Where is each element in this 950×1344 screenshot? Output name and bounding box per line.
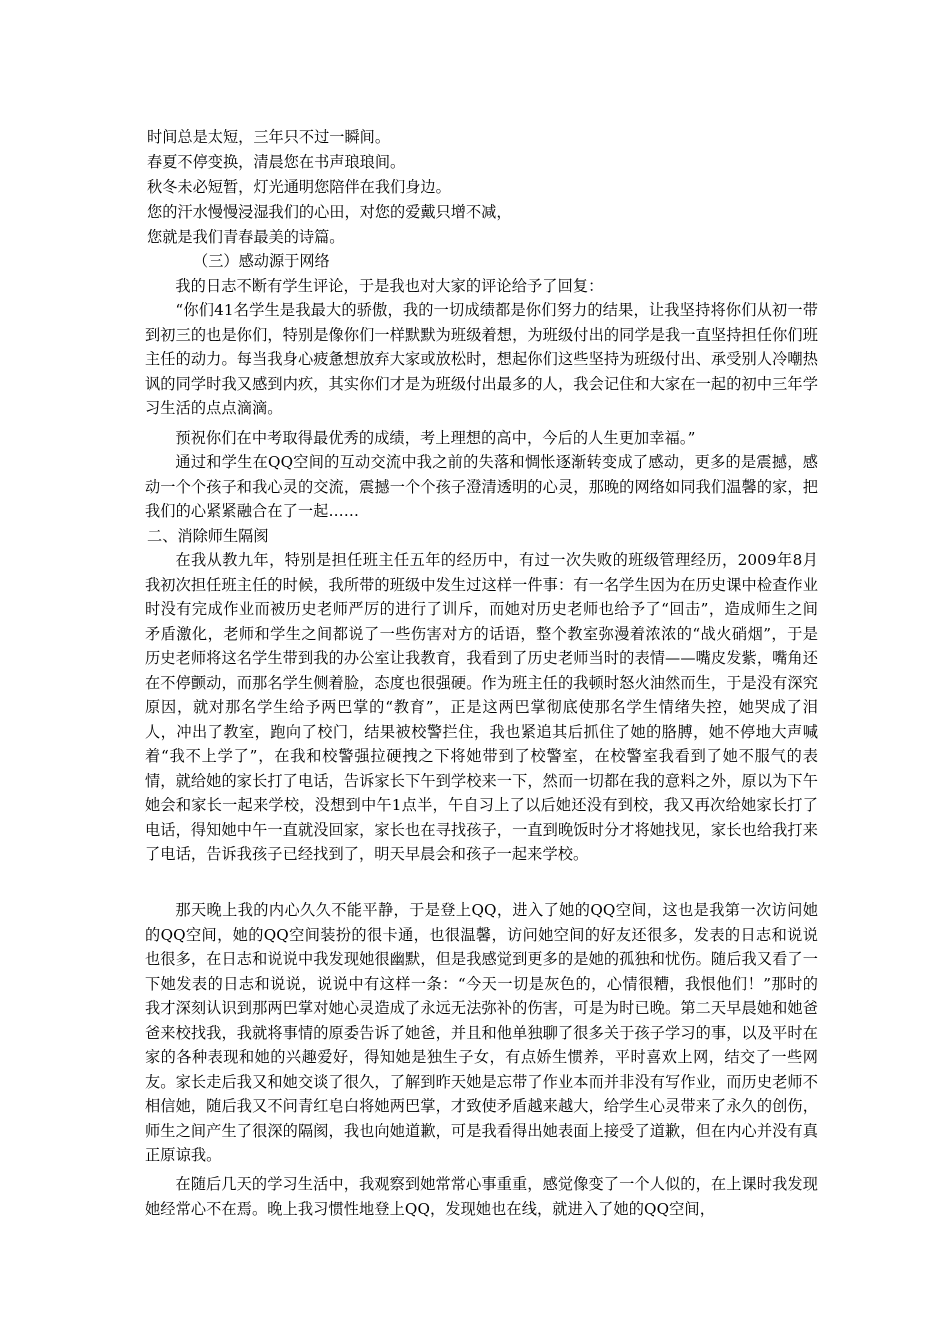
paragraph: 我的日志不断有学生评论，于是我也对大家的评论给予了回复： [175, 277, 604, 295]
paragraph: 预祝你们在中考取得最优秀的成绩，考上理想的高中，今后的人生更加幸福。” [175, 429, 696, 447]
paragraph: 通过和学生在QQ空间的互动交流中我之前的失落和惆怅逐渐转变成了感动，更多的是震撼，感动一个个孩子和我心灵的交流，震撼一个个孩子澄清透明的心灵，那晚的网络如同我们温馨的家，把我们的心紧紧融合在了一起…… [145, 453, 818, 520]
poem-line: 春夏不停变换，清晨您在书声琅琅间。 [147, 153, 406, 171]
section-heading: 二、消除师生隔阂 [147, 527, 269, 545]
section-heading: （三）感动源于网络 [193, 252, 330, 270]
paragraph: “你们41名学生是我最大的骄傲，我的一切成绩都是你们努力的结果，让我坚持将你们从初一带到初三的也是你们，特别是像你们一样默默为班级着想，为班级付出的同学是我一直坚持担任你们班主任的动力。每当我身心疲惫想放弃大家或放松时，想起你们这些坚持为班级付出、承受别人冷嘲热讽的同学时我又感到内疚，其实你们才是为班级付出最多的人，我会记住和大家在一起的初中三年学习生活的点点滴滴。 [145, 301, 818, 417]
poem-line: 秋冬未必短暂，灯光通明您陪伴在我们身边。 [147, 178, 451, 196]
paragraph: 在我从教九年，特别是担任班主任五年的经历中，有过一次失败的班级管理经历，2009年8月我初次担任班主任的时候，我所带的班级中发生过这样一件事：有一名学生因为在历史课中检查作业时没有完成作业而被历史老师严厉的进行了训斥，而她对历史老师也给予了“回击”，造成师生之间矛盾激化，老师和学生之间都说了一些伤害对方的话语，整个教室弥漫着浓浓的“战火硝烟”，于是历史老师将这名学生带到我的办公室让我教育，我看到了历史老师当时的表情——嘴皮发紫，嘴角还在不停颤动，而那名学生侧着脸，态度也很强硬。作为班主任的我顿时怒火油然而生，于是没有深究原因，就对那名学生给予两巴掌的“教育”，正是这两巴掌彻底使那名学生情绪失控，她哭成了泪人，冲出了教室，跑向了校门，结果被校警拦住，我也紧追其后抓住了她的胳膊，她不停地大声喊着“我不上学了”，在我和校警强拉硬拽之下将她带到了校警室，在校警室我看到了她不服气的表情，就给她的家长打了电话，告诉家长下午到学校来一下，然而一切都在我的意料之外，原以为下午她会和家长一起来学校，没想到中午1点半，午自习上了以后她还没有到校，我又再次给她家长打了电话，得知她中午一直就没回家，家长也在寻找孩子，一直到晚饭时分才将她找见，家长也给我打来了电话，告诉我孩子已经找到了，明天早晨会和孩子一起来学校。 [145, 551, 818, 863]
poem-line: 您就是我们青春最美的诗篇。 [147, 228, 345, 246]
paragraph: 在随后几天的学习生活中，我观察到她常常心事重重，感觉像变了一个人似的，在上课时我发现她经常心不在焉。晚上我习惯性地登上QQ，发现她也在线，就进入了她的QQ空间， [145, 1175, 818, 1218]
paragraph: 那天晚上我的内心久久不能平静，于是登上QQ，进入了她的QQ空间，这也是我第一次访问她的QQ空间，她的QQ空间装扮的很卡通，也很温馨，访问她空间的好友还很多，发表的日志和说说也很多，在日志和说说中我发现她很幽默，但是我感觉到更多的是她的孤独和忧伤。随后我又看了一下她发表的日志和说说，说说中有这样一条：“今天一切是灰色的，心情很糟，我恨他们！”那时的我才深刻认识到那两巴掌对她心灵造成了永远无法弥补的伤害，可是为时已晚。第二天早晨她和她爸爸来校找我，我就将事情的原委告诉了她爸，并且和他单独聊了很多关于孩子学习的事，以及平时在家的各种表现和她的兴趣爱好，得知她是独生子女，有点娇生惯养，平时喜欢上网，结交了一些网友。家长走后我又和她交谈了很久，了解到昨天她是忘带了作业本而并非没有写作业，而历史老师不相信她，随后我又不问青红皂白将她两巴掌，才致使矛盾越来越大，给学生心灵带来了永久的创伤，师生之间产生了很深的隔阂，我也向她道歉，可是我看得出她表面上接受了道歉，但在内心并没有真正原谅我。 [145, 901, 818, 1164]
poem-line: 您的汗水慢慢浸湿我们的心田，对您的爱戴只增不减， [147, 203, 512, 221]
poem-line: 时间总是太短，三年只不过一瞬间。 [147, 128, 390, 146]
